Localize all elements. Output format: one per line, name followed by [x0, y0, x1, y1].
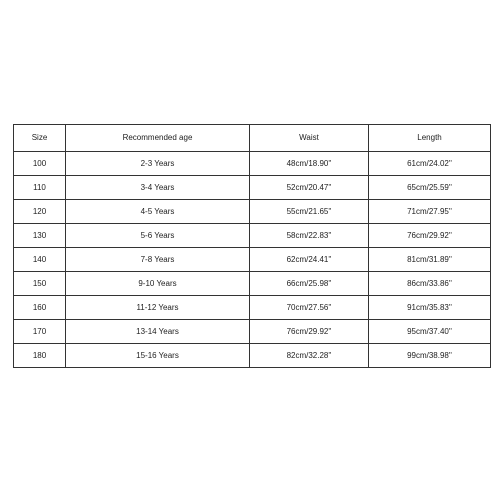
age-cell: 13-14 Years: [66, 320, 250, 344]
header-recommended-age: Recommended age: [66, 125, 250, 152]
waist-cell: 70cm/27.56'': [250, 296, 369, 320]
age-cell: 3-4 Years: [66, 176, 250, 200]
header-size: Size: [14, 125, 66, 152]
waist-cell: 58cm/22.83'': [250, 224, 369, 248]
length-cell: 71cm/27.95'': [369, 200, 491, 224]
table-row: [14, 320, 491, 344]
table-header: [14, 125, 491, 152]
size-cell: 130: [14, 224, 66, 248]
size-chart-table: [13, 124, 491, 368]
size-cell: 160: [14, 296, 66, 320]
table-row: [14, 200, 491, 224]
table-row: [14, 248, 491, 272]
waist-cell: 55cm/21.65'': [250, 200, 369, 224]
age-cell: 5-6 Years: [66, 224, 250, 248]
age-cell: 15-16 Years: [66, 344, 250, 368]
age-cell: 4-5 Years: [66, 200, 250, 224]
header-length: Length: [369, 125, 491, 152]
age-cell: 11-12 Years: [66, 296, 250, 320]
size-cell: 100: [14, 152, 66, 176]
size-cell: 120: [14, 200, 66, 224]
length-cell: 81cm/31.89'': [369, 248, 491, 272]
table-row: [14, 344, 491, 368]
waist-cell: 62cm/24.41'': [250, 248, 369, 272]
table-body: [14, 152, 491, 368]
waist-cell: 82cm/32.28'': [250, 344, 369, 368]
waist-cell: 76cm/29.92'': [250, 320, 369, 344]
waist-cell: 48cm/18.90'': [250, 152, 369, 176]
header-row: [14, 125, 491, 152]
age-cell: 9-10 Years: [66, 272, 250, 296]
size-cell: 170: [14, 320, 66, 344]
table-row: [14, 272, 491, 296]
length-cell: 99cm/38.98'': [369, 344, 491, 368]
table-row: [14, 152, 491, 176]
length-cell: 76cm/29.92'': [369, 224, 491, 248]
length-cell: 86cm/33.86'': [369, 272, 491, 296]
table-row: [14, 176, 491, 200]
size-cell: 180: [14, 344, 66, 368]
length-cell: 61cm/24.02'': [369, 152, 491, 176]
age-cell: 2-3 Years: [66, 152, 250, 176]
size-cell: 150: [14, 272, 66, 296]
size-cell: 110: [14, 176, 66, 200]
table-row: [14, 296, 491, 320]
size-cell: 140: [14, 248, 66, 272]
waist-cell: 66cm/25.98'': [250, 272, 369, 296]
length-cell: 65cm/25.59'': [369, 176, 491, 200]
age-cell: 7-8 Years: [66, 248, 250, 272]
header-waist: Waist: [250, 125, 369, 152]
length-cell: 95cm/37.40'': [369, 320, 491, 344]
length-cell: 91cm/35.83'': [369, 296, 491, 320]
waist-cell: 52cm/20.47'': [250, 176, 369, 200]
table-row: [14, 224, 491, 248]
